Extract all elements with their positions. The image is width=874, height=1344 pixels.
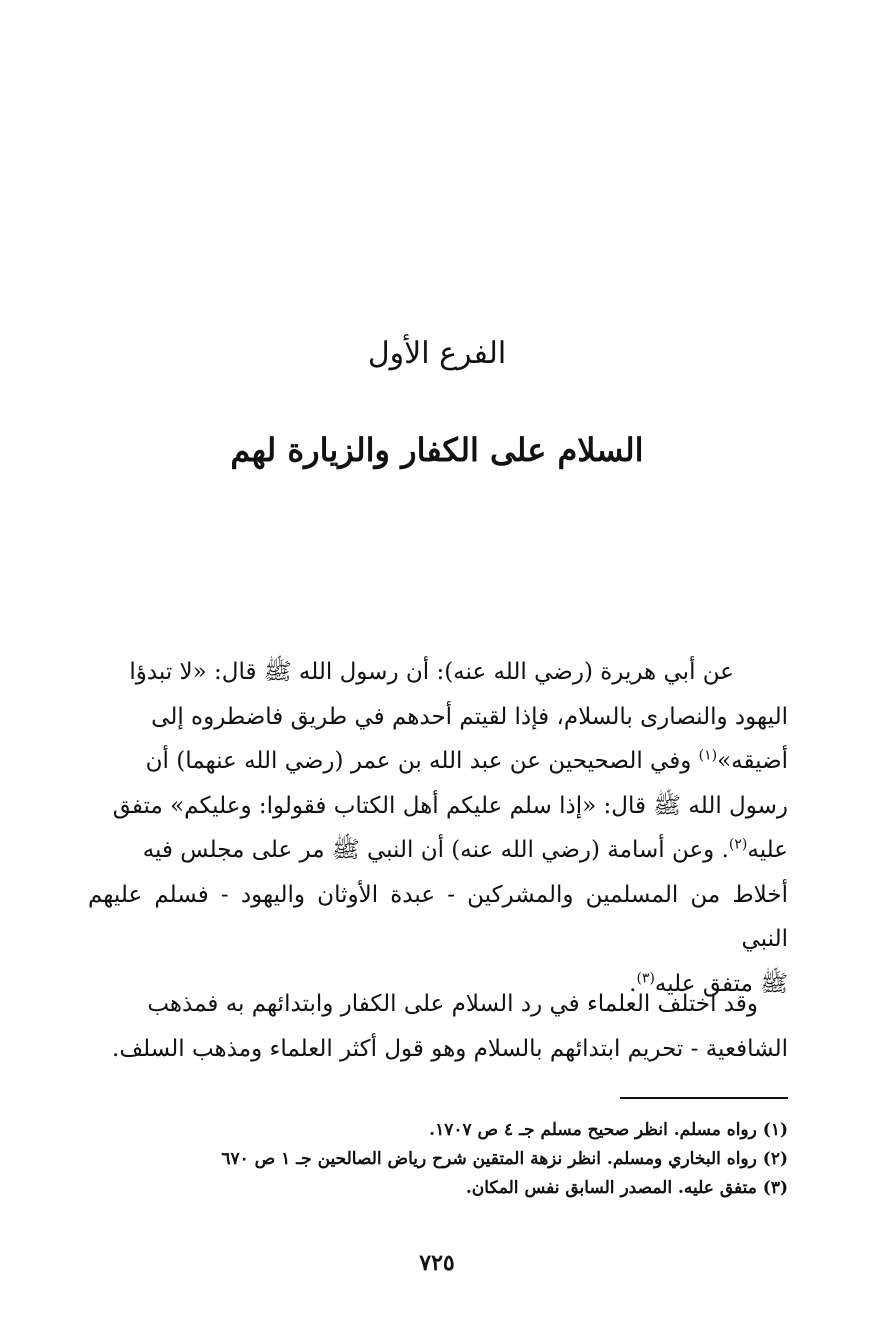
footnote-ref: (٢) — [728, 836, 748, 853]
footnote-3: (٣) متفق عليه. المصدر السابق نفس المكان. — [465, 1178, 788, 1198]
paragraph-line: اليهود والنصارى بالسلام، فإذا لقيتم أحدهم في طريق فاضطروه إلى — [151, 703, 788, 730]
paragraph-line: وقد اختلف العلماء في رد السلام على الكفار وابتدائهم به فمذهب — [147, 991, 758, 1017]
page-number: ٧٢٥ — [419, 1250, 455, 1276]
section-title: السلام على الكفار والزيارة لهم — [230, 431, 644, 469]
footnote-divider — [620, 1097, 788, 1099]
text-run: . وعن أسامة (رضي الله عنه) أن النبي ﷺ مر على مجلس فيه — [142, 837, 729, 863]
footnote-ref: (٣) — [636, 969, 655, 986]
paragraph-line: عن أبي هريرة (رضي الله عنه): أن رسول الله ﷺ قال: «لا تبدؤا — [129, 659, 734, 685]
text-run: أضيقه» — [717, 748, 788, 774]
paragraph-line: الشافعية - تحريم ابتدائهم بالسلام وهو قول أكثر العلماء ومذهب السلف. — [112, 1035, 788, 1062]
footnote-1: (١) رواه مسلم. انظر صحيح مسلم جـ ٤ ص ١٧٠٧. — [429, 1120, 788, 1140]
text-run: . — [629, 970, 637, 997]
text-run: ﷺ متفق عليه — [654, 970, 788, 997]
text-run: وفي الصحيحين عن عبد الله بن عمر (رضي الله عنهما) أن — [145, 748, 699, 774]
text-run: عليه — [747, 837, 788, 863]
footnote-ref: (١) — [698, 747, 718, 764]
section-label: الفرع الأول — [367, 336, 507, 371]
paragraph-line: أخلاط من المسلمين والمشركين - عبدة الأوثان واليهود - فسلم عليهم النبي — [88, 881, 788, 952]
paragraph-line: رسول الله ﷺ قال: «إذا سلم عليكم أهل الكتاب فقولوا: وعليكم» متفق — [112, 792, 788, 819]
paragraph-line — [88, 739, 788, 784]
paragraph-line — [88, 828, 788, 873]
footnotes — [88, 1116, 788, 1203]
footnote-2: (٢) رواه البخاري ومسلم. انظر نزهة المتقين شرح رياض الصالحين جـ ١ ص ٦٧٠ — [221, 1149, 788, 1169]
paragraph-opinions — [88, 982, 788, 1071]
paragraph-hadith — [88, 650, 788, 1006]
